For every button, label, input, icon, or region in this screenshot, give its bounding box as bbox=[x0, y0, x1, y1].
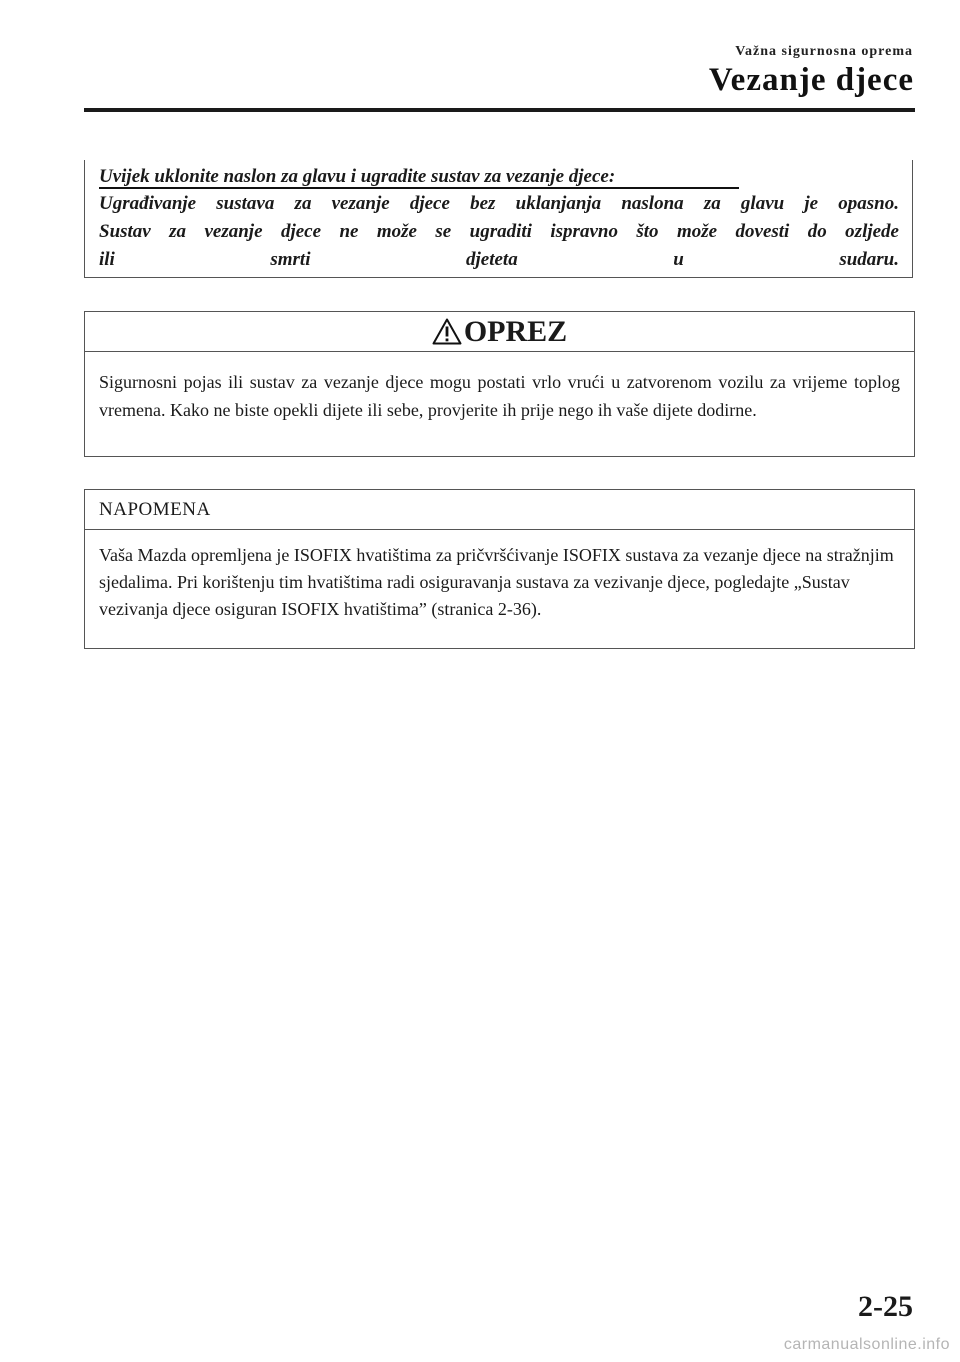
warning-line-1: Ugrađivanje sustava za vezanje djece bez uklanjanja naslona za glavu je opasno. bbox=[99, 193, 899, 214]
warning-heading: Uvijek uklonite naslon za glavu i ugradite sustav za vezanje djece: bbox=[99, 166, 616, 187]
warning-triangle-icon bbox=[432, 318, 462, 345]
page-title: Vezanje djece bbox=[708, 62, 914, 98]
note-box bbox=[84, 489, 915, 649]
header-divider bbox=[84, 108, 915, 112]
section-name: Važna sigurnosna oprema bbox=[735, 44, 913, 59]
warning-text bbox=[99, 190, 899, 274]
caution-title-bar bbox=[85, 312, 914, 352]
warning-heading-underline bbox=[99, 187, 739, 189]
warning-continued-box bbox=[84, 160, 913, 278]
page-number: 2-25 bbox=[858, 1290, 913, 1323]
caution-title: OPREZ bbox=[463, 314, 568, 348]
note-text: Vaša Mazda opremljena je ISOFIX hvatištima za pričvršćivanje ISOFIX sustava za vezanje djece na stražnjim sjedalima. Pri korištenju tim hvatištima radi osiguravanja sustava za vezivanje djece, pogledajte „Sustav vezivanja djece osiguran ISOFIX hvatištima” (stranica 2-36). bbox=[99, 545, 894, 619]
note-title: NAPOMENA bbox=[85, 490, 914, 530]
caution-text: Sigurnosni pojas ili sustav za vezanje djece mogu postati vrlo vrući u zatvorenom vozilu za vrijeme toplog vremena. Kako ne biste opekli dijete ili sebe, provjerite ih prije nego ih vaše dijete dodirne. bbox=[99, 372, 900, 420]
warning-line-2: Sustav za vezanje djece ne može se ugraditi ispravno što može dovesti do ozljede bbox=[99, 221, 899, 242]
caution-box bbox=[84, 311, 915, 457]
warning-line-3: ili smrti djeteta u sudaru. bbox=[99, 249, 899, 270]
watermark: carmanualsonline.info bbox=[783, 1336, 950, 1353]
